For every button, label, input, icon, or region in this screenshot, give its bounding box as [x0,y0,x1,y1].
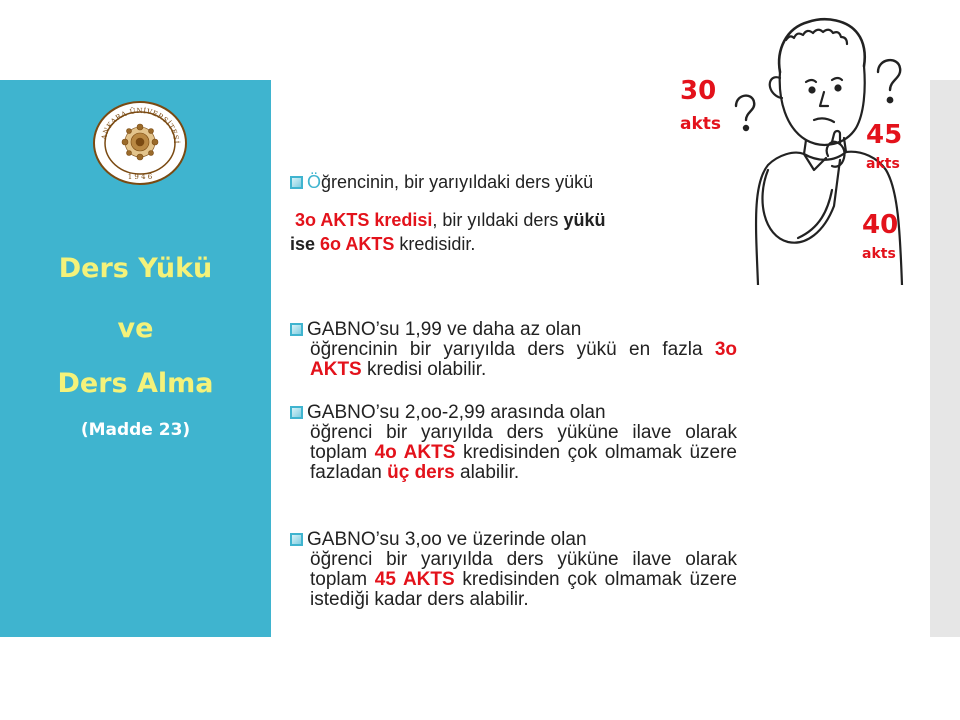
rule1-first-line: GABNO’su 1,99 ve daha az olan [307,319,582,340]
rule3-red: 45 AKTS [374,569,455,590]
rule3-first-line: GABNO’su 3,oo ve üzerinde olan [307,529,587,550]
akts-30-number: 30 [680,76,717,106]
rule3-text-a: öğrenci bir yarıyılda ders yüküne ilave olarak toplam [310,549,737,590]
rule2-text-b: kredisinden çok olmamak üzere fazladan [310,442,737,483]
intro-line3-end: kredisidir. [394,234,476,254]
logo-year: 1 9 4 6 [127,173,153,181]
rule2-text-c: alabilir. [454,462,520,483]
rule-paragraph-1 [290,320,737,380]
checkbox-bullet-icon [290,323,303,336]
akts-45-unit: akts [866,156,900,172]
rule2-red2: üç ders [387,462,455,483]
akts-40-number: 40 [862,210,899,240]
akts-45-number: 45 [866,120,903,150]
intro-line1 [290,170,730,194]
intro-red-credit: 3o AKTS kredisi [295,210,433,230]
sidebar-title-line2: ve [117,313,154,344]
akts-30-unit: akts [680,114,722,134]
sidebar-subtitle: (Madde 23) [80,420,191,440]
confused-person-icon [728,10,938,285]
checkbox-bullet-icon [290,176,303,189]
rule1-text-a: öğrencinin bir yarıyılda ders yükü en fazla [310,339,715,360]
intro-text [290,170,730,256]
intro-line1-text: ğrencinin, bir yarıyıldaki ders yükü [321,172,594,192]
intro-line3 [290,232,730,256]
rule2-first-line: GABNO’su 2,oo-2,99 arasında olan [307,402,606,423]
logo-ring-text: ANKARA ÜNİVERSİTESİ [100,106,181,145]
rule-paragraph-2 [290,403,737,483]
rule1-text-b: kredisi olabilir. [361,359,487,380]
intro-initial: Ö [307,172,322,192]
intro-line3-bold: ise [290,234,316,254]
ankara-university-logo [92,100,188,186]
rule1-red: 3o AKTS [310,339,737,380]
sidebar-title-line3: Ders Alma [57,368,214,399]
sidebar-title-line1: Ders Yükü [58,253,213,284]
akts-40-unit: akts [862,246,896,262]
checkbox-bullet-icon [290,406,303,419]
intro-red-year-credit: 6o AKTS [320,234,395,254]
rule2-text-a: öğrenci bir yarıyılda ders yüküne ilave olarak toplam [310,422,737,463]
intro-line2-bold: yükü [563,210,606,230]
rule2-red: 4o AKTS [374,442,456,463]
rule-paragraph-3 [290,530,737,610]
intro-line2 [290,208,730,232]
intro-line2-mid: , bir yıldaki ders [432,210,564,230]
rule3-text-b: kredisinden çok olmamak üzere istediği kadar ders alabilir. [310,569,737,610]
checkbox-bullet-icon [290,533,303,546]
